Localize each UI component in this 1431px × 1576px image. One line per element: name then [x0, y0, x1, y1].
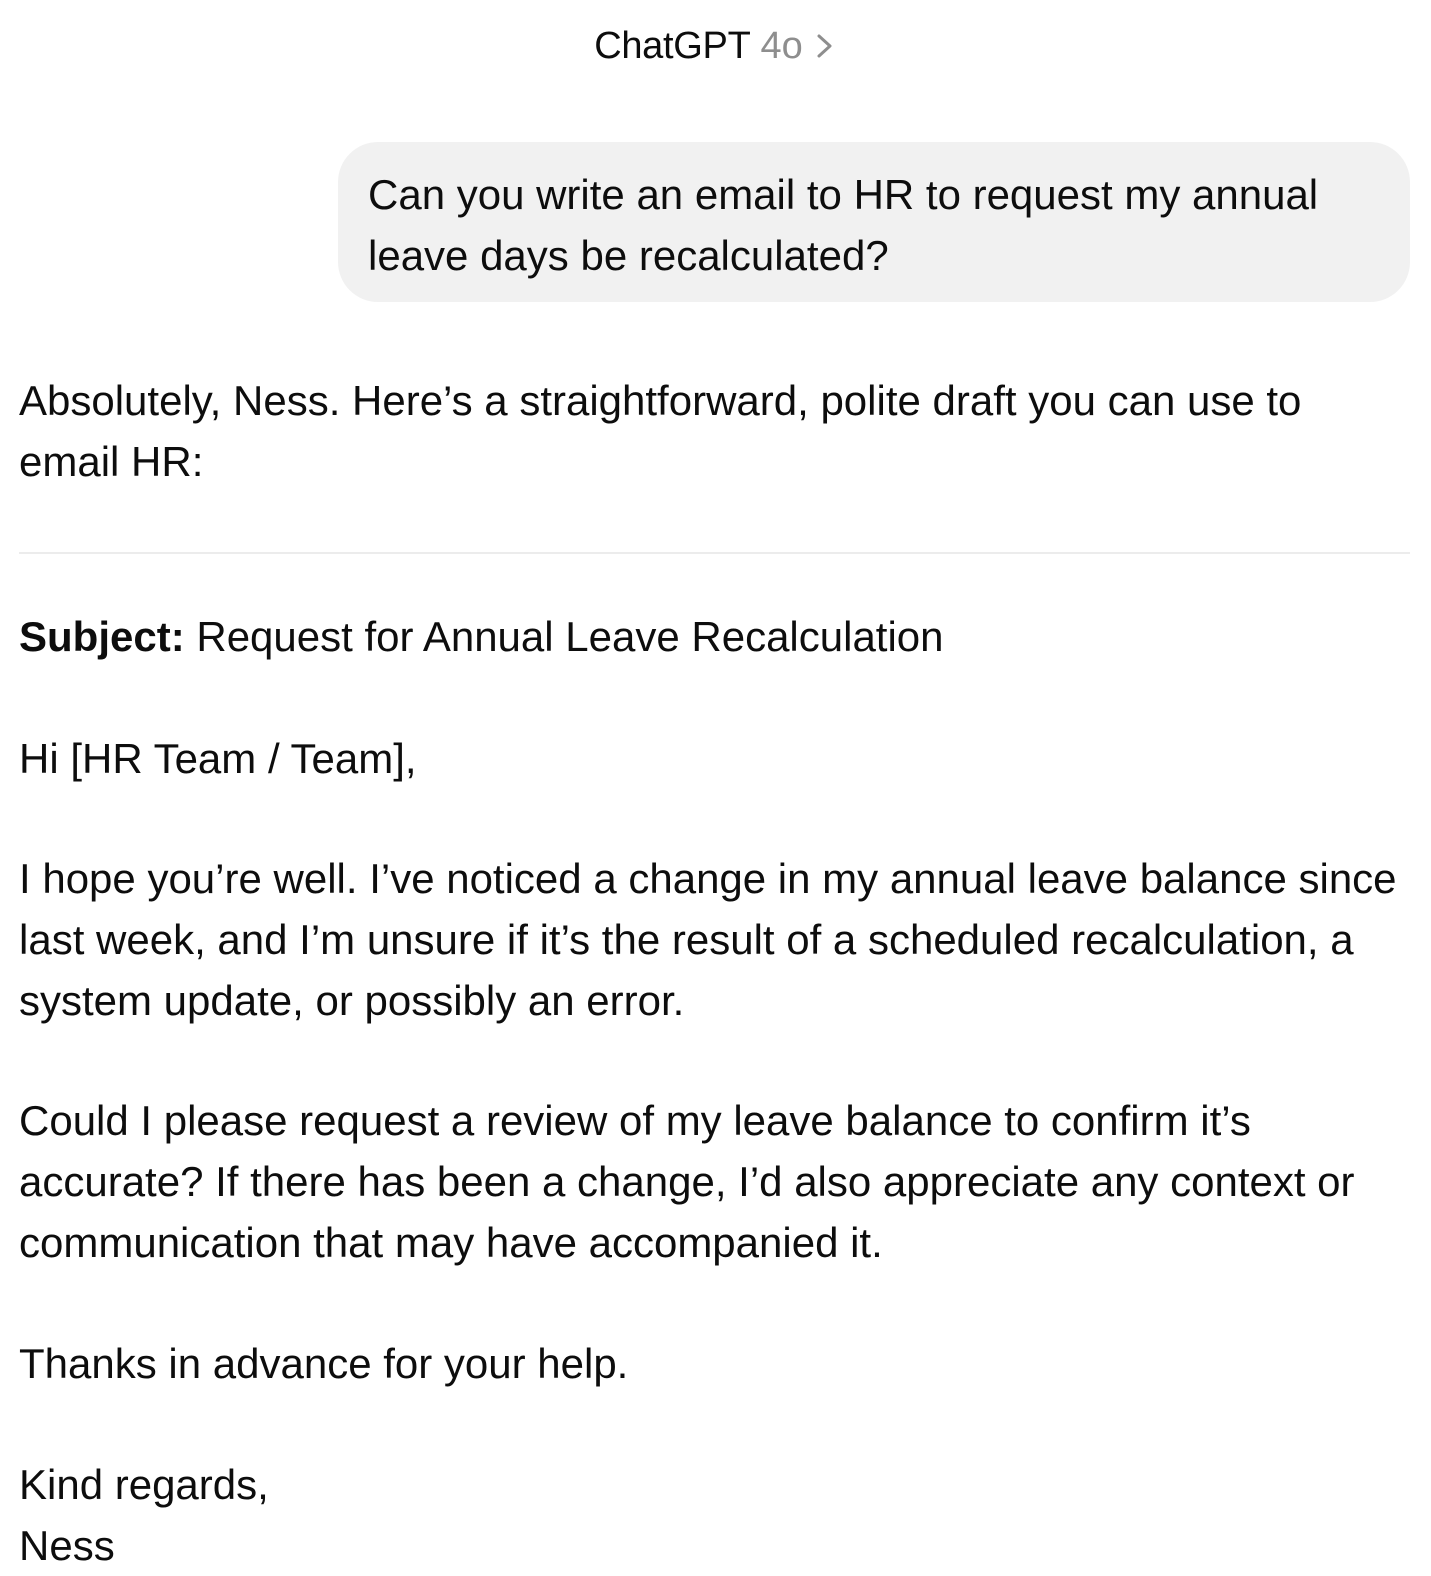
email-thanks: Thanks in advance for your help. [19, 1340, 629, 1387]
email-paragraph-1: I hope you’re well. I’ve noticed a change in my annual leave balance since last week, and I’m unsure if it’s the result of a scheduled recalculation, a system update, or possibly an error. [19, 855, 1397, 1024]
subject-label: Subject: [19, 613, 185, 660]
email-paragraph-2: Could I please request a review of my leave balance to confirm it’s accurate? If there has been a change, I’d also appreciate any context or communication that may have accompanied it. [19, 1097, 1355, 1266]
email-closing: Kind regards, [19, 1461, 269, 1508]
model-selector[interactable]: 4o [760, 24, 803, 67]
chat-header[interactable] [0, 18, 1431, 74]
subject-text: Request for Annual Leave Recalculation [196, 613, 944, 660]
assistant-intro: Absolutely, Ness. Here’s a straightforward, polite draft you can use to email HR: [19, 377, 1302, 485]
user-message-text: Can you write an email to HR to request my annual leave days be recalculated? [368, 171, 1319, 279]
divider [19, 552, 1410, 554]
chevron-right-icon[interactable] [813, 28, 837, 64]
email-signoff [19, 1454, 1409, 1576]
email-signature: Ness [19, 1522, 115, 1569]
email-subject [19, 606, 1409, 667]
email-greeting: Hi [HR Team / Team], [19, 735, 417, 782]
app-title: ChatGPT [594, 24, 751, 67]
user-message-bubble [338, 142, 1410, 302]
